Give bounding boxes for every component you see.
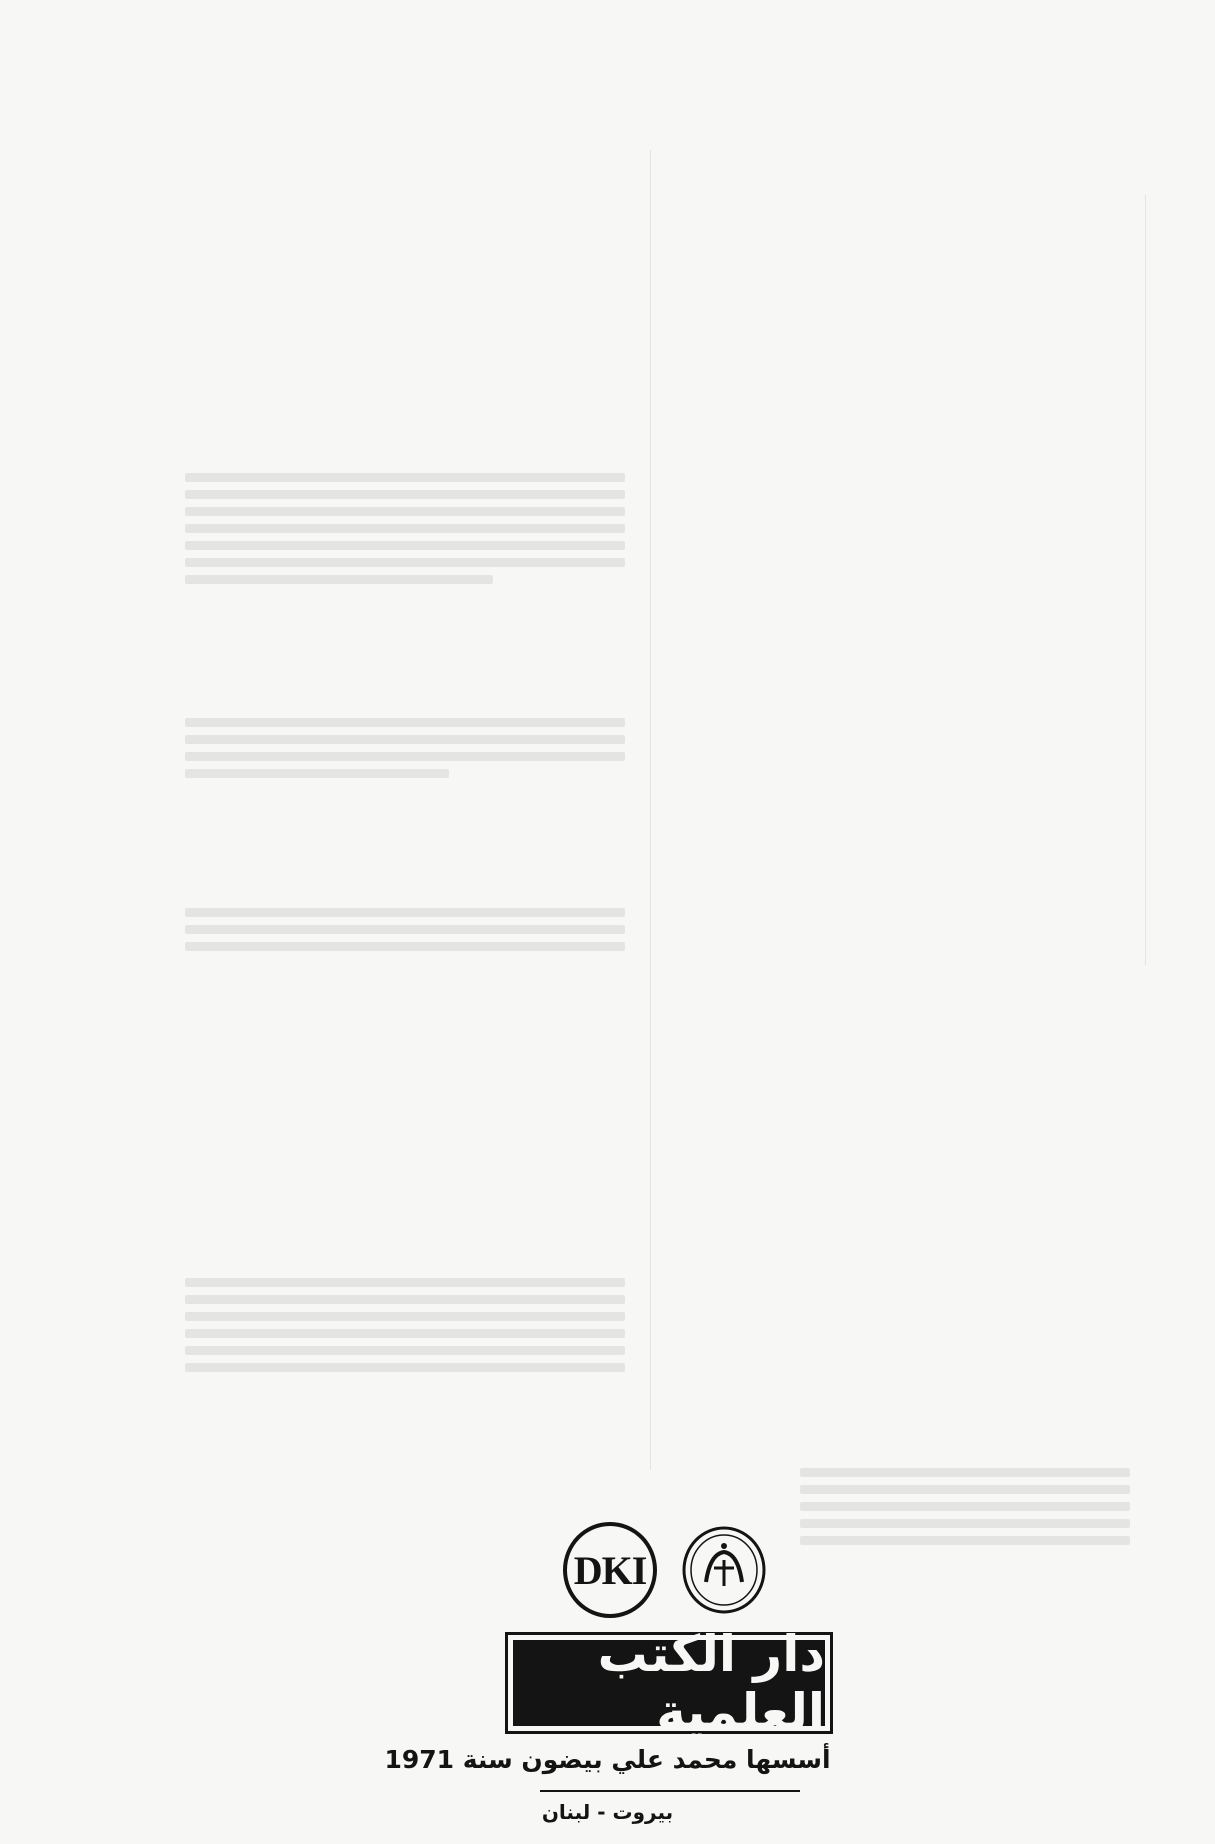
publisher-founded: أسسها محمد علي بيضون سنة 1971	[384, 1745, 831, 1774]
publisher-name-box	[505, 1625, 833, 1741]
publisher-seal-icon	[680, 1524, 768, 1616]
publisher-location: بيروت - لبنان	[541, 1800, 674, 1824]
dki-logo: DKI	[563, 1522, 657, 1618]
bleed-through-text	[185, 900, 625, 959]
publisher-logos	[0, 1510, 1215, 1630]
bleed-through-rule	[1145, 195, 1146, 965]
bleed-through-text	[185, 1270, 625, 1380]
divider	[540, 1790, 800, 1792]
bleed-through-rule	[650, 150, 651, 1470]
bleed-through-text	[185, 710, 625, 786]
publisher-name: دار الكتب العلمية	[513, 1640, 825, 1726]
bleed-through-text	[185, 465, 625, 592]
